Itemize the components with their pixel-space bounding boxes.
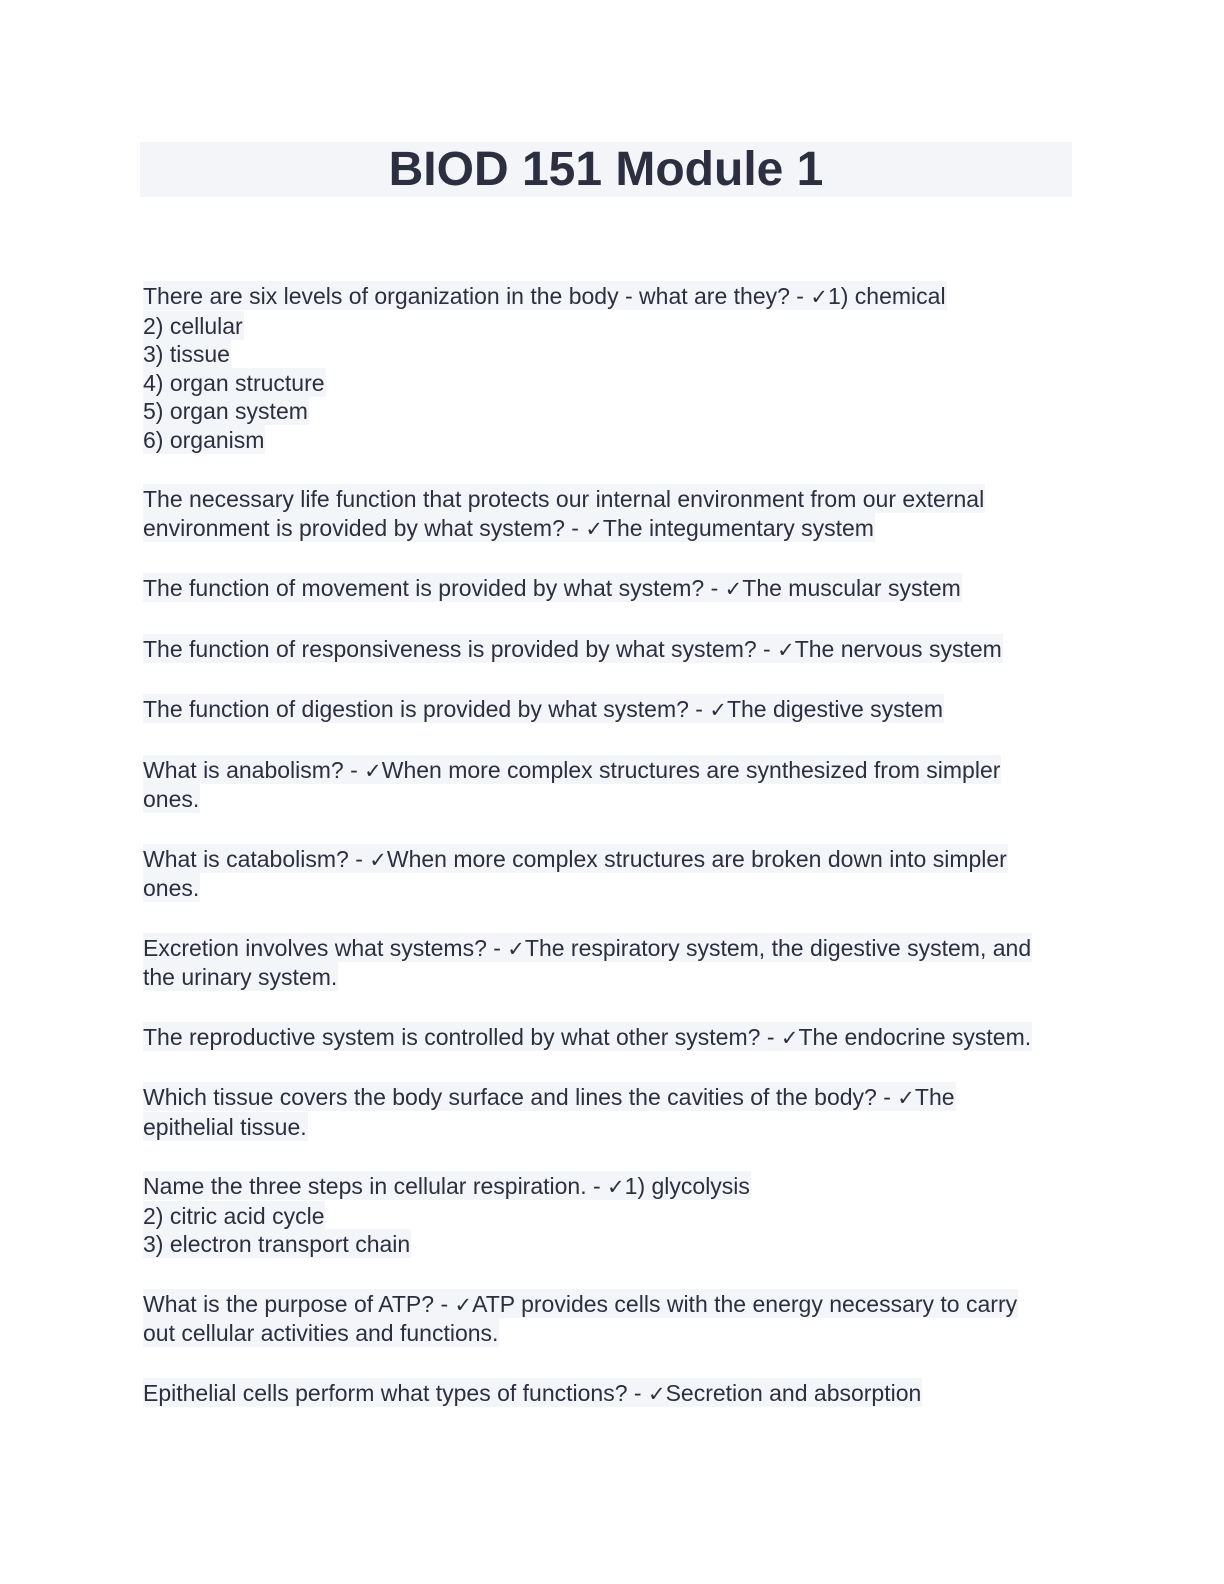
- qa-item: [143, 695, 1073, 725]
- qa-item: [143, 1379, 1073, 1409]
- answer-text: The nervous system: [794, 635, 1002, 662]
- checkmark-icon: ✓: [454, 1292, 473, 1317]
- answer-text: 1) chemical: [827, 283, 946, 309]
- checkmark-icon: ✓: [709, 698, 727, 722]
- answer-text: out cellular activities and functions.: [143, 1320, 499, 1346]
- highlight: [143, 1378, 922, 1407]
- qa-line: [143, 1083, 1073, 1113]
- highlight: [143, 573, 962, 602]
- qa-line: [143, 695, 1073, 725]
- answer-line: [143, 312, 1073, 341]
- answer-text: The: [914, 1084, 955, 1110]
- question-text: environment is provided by what system? -: [143, 514, 586, 541]
- question-text: Excretion involves what systems? -: [143, 934, 508, 961]
- answer-text: Secretion and absorption: [665, 1379, 922, 1406]
- question-text: Name the three steps in cellular respiration. -: [143, 1173, 608, 1199]
- checkmark-icon: ✓: [647, 1381, 666, 1406]
- checkmark-icon: ✓: [364, 758, 382, 783]
- qa-item: [143, 485, 1073, 543]
- question-text: Epithelial cells perform what types of functions? -: [143, 1379, 648, 1406]
- answer-text: The digestive system: [726, 696, 943, 722]
- highlight: [143, 1022, 1032, 1051]
- question-text: The function of digestion is provided by what system? -: [143, 696, 710, 722]
- answer-text: 1) glycolysis: [624, 1173, 750, 1199]
- qa-item: [143, 934, 1073, 992]
- question-text: What is the purpose of ATP? -: [143, 1290, 455, 1317]
- highlight: [143, 634, 1003, 663]
- qa-item: [143, 1083, 1073, 1141]
- highlight: [143, 281, 947, 310]
- qa-item: [143, 574, 1073, 604]
- qa-item: [143, 1023, 1073, 1053]
- checkmark-icon: ✓: [897, 1086, 915, 1110]
- qa-line: [143, 1290, 1073, 1320]
- qa-line: [143, 1379, 1073, 1409]
- answer-line: [143, 397, 1073, 426]
- qa-line: [143, 282, 1073, 312]
- qa-item: [143, 282, 1073, 454]
- answer-text: 2) citric acid cycle: [143, 1202, 325, 1229]
- highlight: [143, 933, 1032, 962]
- answer-text: ones.: [143, 786, 200, 812]
- highlight: [143, 513, 875, 542]
- qa-item: [143, 756, 1073, 814]
- highlight: [143, 1171, 751, 1200]
- answer-text: The muscular system: [742, 575, 961, 601]
- checkmark-icon: ✓: [724, 577, 743, 601]
- answer-line: [143, 1319, 1073, 1348]
- answer-line: [143, 426, 1073, 455]
- answer-text: When more complex structures are broken down into simpler: [386, 845, 1007, 872]
- question-text: The necessary life function that protects our internal environment from our external: [143, 486, 985, 512]
- answer-line: [143, 1113, 1073, 1142]
- qa-item: [143, 1290, 1073, 1348]
- answer-text: When more complex structures are synthesized from simpler: [381, 756, 1001, 783]
- answer-text: ATP provides cells with the energy necessary to carry: [472, 1290, 1018, 1317]
- qa-line: [143, 1023, 1073, 1053]
- qa-line: [143, 514, 1073, 544]
- qa-item: [143, 1172, 1073, 1259]
- qa-line: [143, 756, 1073, 786]
- question-text: There are six levels of organization in the body - what are they? -: [143, 283, 811, 309]
- question-text: Which tissue covers the body surface and lines the cavities of the body? -: [143, 1084, 898, 1110]
- answer-text: 2) cellular: [143, 312, 243, 339]
- question-text: The function of responsiveness is provided by what system? -: [143, 635, 778, 662]
- answer-text: The integumentary system: [602, 514, 874, 541]
- answer-text: 3) tissue: [143, 341, 230, 367]
- qa-list: [143, 282, 1073, 1439]
- answer-text: 4) organ structure: [143, 369, 325, 396]
- qa-line: [143, 485, 1073, 514]
- answer-line: [143, 369, 1073, 398]
- qa-line: [143, 574, 1073, 604]
- checkmark-icon: ✓: [369, 847, 387, 872]
- qa-line: [143, 934, 1073, 964]
- answer-line: [143, 1230, 1073, 1259]
- checkmark-icon: ✓: [507, 936, 525, 961]
- question-text: The function of movement is provided by what system? -: [143, 575, 725, 601]
- qa-item: [143, 845, 1073, 903]
- answer-text: The respiratory system, the digestive system, and: [524, 934, 1032, 961]
- answer-line: [143, 785, 1073, 814]
- checkmark-icon: ✓: [780, 1025, 799, 1050]
- checkmark-icon: ✓: [607, 1175, 625, 1199]
- question-text: What is catabolism? -: [143, 845, 370, 872]
- qa-line: [143, 635, 1073, 665]
- answer-text: The endocrine system.: [798, 1023, 1032, 1050]
- document-title: BIOD 151 Module 1: [388, 143, 824, 196]
- qa-line: [143, 1172, 1073, 1202]
- answer-line: [143, 1202, 1073, 1231]
- checkmark-icon: ✓: [585, 516, 603, 541]
- highlight: [143, 844, 1008, 873]
- highlight: [143, 484, 985, 513]
- answer-text: the urinary system.: [143, 964, 338, 990]
- answer-line: [143, 340, 1073, 369]
- answer-line: [143, 874, 1073, 903]
- answer-text: 5) organ system: [143, 398, 308, 424]
- highlight: [143, 1289, 1018, 1318]
- answer-text: ones.: [143, 875, 200, 901]
- answer-text: epithelial tissue.: [143, 1113, 307, 1140]
- highlight: [143, 1082, 956, 1111]
- checkmark-icon: ✓: [777, 637, 795, 662]
- answer-line: [143, 963, 1073, 992]
- answer-text: 3) electron transport chain: [143, 1231, 411, 1257]
- answer-text: 6) organism: [143, 426, 265, 453]
- qa-item: [143, 635, 1073, 665]
- checkmark-icon: ✓: [810, 285, 828, 309]
- qa-line: [143, 845, 1073, 875]
- question-text: What is anabolism? -: [143, 756, 365, 783]
- highlight: [143, 694, 944, 723]
- highlight: [143, 755, 1001, 784]
- question-text: The reproductive system is controlled by what other system? -: [143, 1023, 781, 1050]
